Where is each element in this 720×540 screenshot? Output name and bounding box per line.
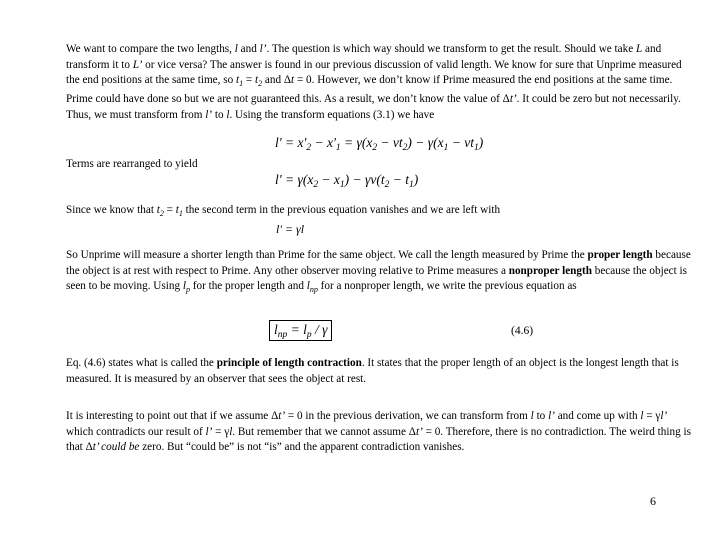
text: We want to compare the two lengths, — [66, 43, 235, 55]
var-t: t — [235, 74, 240, 87]
var-t-prime: t’ — [415, 425, 423, 438]
text: for the proper length and — [189, 280, 307, 293]
eq-part: / γ — [311, 322, 328, 337]
eq-sub: p — [306, 330, 312, 340]
text: and Δ — [262, 74, 292, 87]
var-l-prime: l’ — [205, 108, 213, 121]
text: and — [237, 43, 260, 55]
paragraph-intro — [66, 42, 696, 123]
eq-sub: 1 — [473, 143, 479, 153]
text: . Using the transform equations (3.1) we have — [229, 108, 435, 121]
paragraph-principle — [66, 356, 696, 387]
eq-part: − vt — [448, 135, 474, 150]
var-l: l — [306, 280, 310, 293]
text: So Unprime will measure a shorter length than Prime for the same object. We call the length measured by Prime the — [66, 249, 588, 261]
text: Terms are rearranged to yield — [66, 158, 198, 170]
var-t: t — [291, 74, 295, 87]
var-l-prime: l’ — [205, 425, 213, 438]
text: which contradicts our result of — [66, 425, 206, 438]
eq-sub: 2 — [372, 143, 378, 153]
eq-part: − t — [389, 172, 409, 187]
text: = 0. However, we don’t know if Prime measured the end positions at the same time. Prime could have done so but we are not guaranteed this. As a result, we don’t know the value of Δ — [66, 74, 673, 106]
eq-sub: 1 — [443, 143, 449, 153]
text: . The question is which way should we transform to get the result. Should we take — [266, 43, 636, 55]
paragraph-since — [66, 203, 696, 222]
var-t-prime: t’ — [509, 93, 517, 106]
eq-part: − vt — [377, 135, 403, 150]
eq-sub: 2 — [313, 180, 319, 190]
text: = 0 in the previous derivation, we can transform from — [285, 410, 531, 422]
text: = — [243, 74, 255, 87]
term-nonproper-length: nonproper length — [508, 264, 592, 277]
var-l: l — [530, 410, 534, 422]
eq-part: l' = γl — [276, 222, 305, 236]
text: Eq. (4.6) states what is called the — [66, 357, 217, 369]
var-t: t — [254, 74, 259, 87]
text: = γ — [212, 425, 230, 438]
text: Since we know that — [66, 204, 157, 216]
text: because the object is seen to be moving. Using — [66, 264, 687, 293]
eq-part: l — [274, 322, 278, 337]
text: It is interesting to point out that if we assume Δ — [66, 410, 279, 422]
eq-sub: 1 — [339, 180, 345, 190]
equation-length-contraction — [269, 320, 332, 341]
text: for a nonproper length, we write the previous equation as — [317, 280, 577, 293]
equation-transform — [275, 135, 483, 151]
page-number: 6 — [650, 494, 656, 508]
eq-part: l' = x' — [275, 135, 307, 150]
text: because the object is at rest with respect to Prime. Any other observer moving relative to Prime measures a — [66, 249, 691, 277]
eq-part: − x' — [311, 135, 336, 150]
var-t-prime: t’ — [278, 410, 286, 422]
text: and come up with — [554, 410, 641, 422]
paragraph-rearranged — [66, 157, 696, 173]
subscript: 2 — [159, 209, 164, 219]
var-L-prime: L’ — [132, 58, 143, 71]
eq-sub: 2 — [306, 143, 312, 153]
equation-result — [276, 222, 304, 237]
text: . It states that the proper length of an object is the longest length that is measured. It is measured by an observer that sees the object at rest. — [66, 357, 679, 385]
var-l: l — [640, 410, 644, 422]
text: = γ — [643, 410, 661, 422]
var-l: l — [182, 280, 186, 293]
text: . But remember that we cannot assume Δ — [232, 425, 416, 438]
text: zero. But “could be” is not “is” and the apparent contradiction vanishes. — [139, 441, 465, 454]
eq-part: ) — [478, 135, 484, 150]
subscript: 1 — [239, 79, 244, 89]
eq-part: ) − γv(t — [344, 172, 385, 187]
eq-part: − x — [318, 172, 340, 187]
eq-part: = l — [287, 322, 307, 337]
text: to — [212, 108, 227, 121]
paragraph-contradiction — [66, 409, 696, 456]
equation-number: (4.6) — [511, 325, 534, 337]
var-l-prime: l’ — [259, 43, 267, 55]
text: the second term in the previous equation vanishes and we are left with — [182, 204, 501, 216]
var-l-prime: l’ — [660, 410, 668, 422]
var-L: L — [635, 43, 643, 55]
subscript: p — [185, 285, 190, 295]
term-proper-length: proper length — [587, 249, 653, 261]
var-t-prime: t’ could be — [92, 441, 140, 454]
text: = — [163, 204, 176, 216]
eq-part: = γ(x — [340, 135, 373, 150]
paragraph-proper-length — [66, 248, 696, 298]
eq-sub: 2 — [402, 143, 408, 153]
text: = 0. Therefore, there is no contradiction. The weird thing is that Δ — [66, 425, 691, 454]
var-l: l — [226, 108, 230, 121]
term-length-contraction: principle of length contraction — [216, 357, 362, 369]
var-l: l — [234, 43, 238, 55]
var-t: t — [175, 204, 179, 216]
var-l: l — [229, 425, 233, 438]
text: . It could be zero but not necessarily. Thus, we must transform from — [66, 93, 681, 121]
eq-sub: 1 — [408, 180, 414, 190]
subscript: 2 — [258, 79, 263, 89]
eq-sub: 1 — [335, 143, 341, 153]
equation-rearranged — [275, 172, 418, 188]
text: or vice versa? The answer is found in our previous discussion of valid length. We know for sure that Unprime measured the end positions at the same time, so — [66, 58, 682, 87]
var-l-prime: l’ — [548, 410, 555, 422]
eq-sub: np — [277, 330, 288, 340]
subscript: np — [309, 285, 318, 295]
eq-part: ) − γ(x — [407, 135, 444, 150]
eq-sub: 2 — [384, 180, 390, 190]
text: to — [533, 410, 549, 422]
text: and transform it to — [66, 43, 662, 71]
var-t: t — [156, 204, 160, 216]
eq-part: l' = γ(x — [275, 172, 314, 187]
subscript: 1 — [178, 209, 183, 219]
eq-part: ) — [413, 172, 419, 187]
